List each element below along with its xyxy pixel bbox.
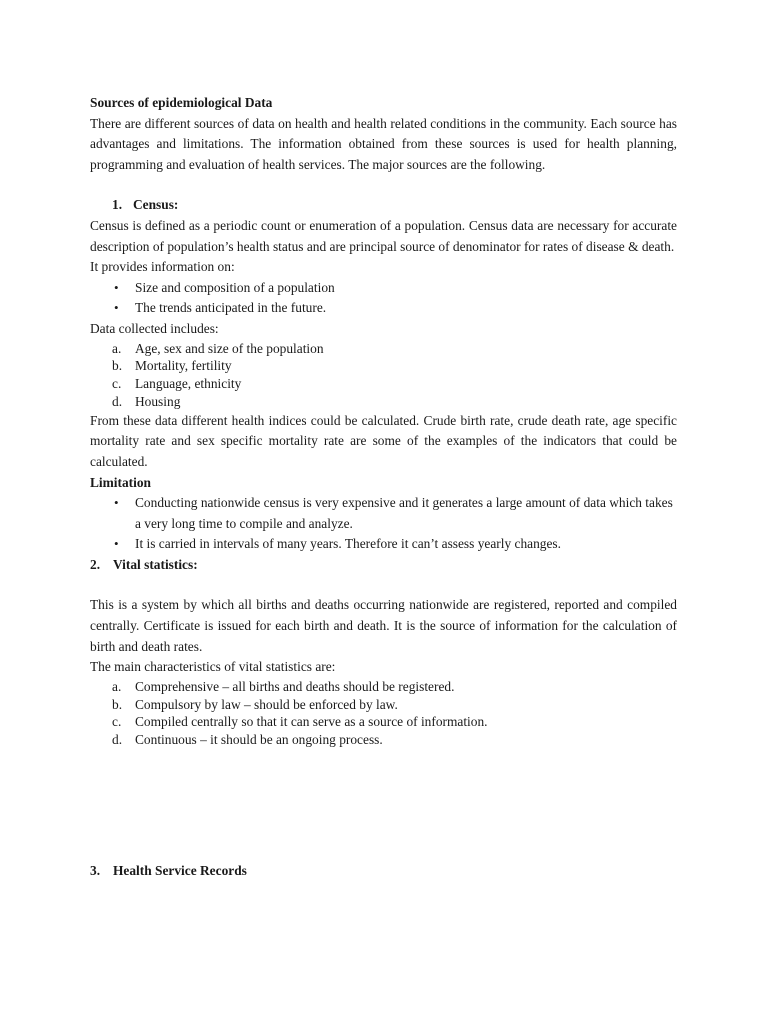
census-provides-intro: It provides information on:: [90, 259, 235, 275]
list-marker: a.: [112, 340, 122, 356]
census-indices-paragraph: From these data different health indices could be calculated. Crude birth rate, crude death rate, age specific mortality rate and sex specific mortality rate are some of the examples of the indicators that could be calculated.: [90, 412, 677, 469]
intro-paragraph: There are different sources of data on health and health related conditions in the community. Each source has advantages and limitations. The information obtained from these sources is used for health planning, programming and evaluation of health services. The major sources are the following.: [90, 115, 677, 172]
list-item: [90, 713, 677, 731]
census-provides-list: [90, 278, 677, 319]
list-marker: b.: [112, 696, 123, 712]
list-item: [90, 393, 677, 411]
vital-definition: This is a system by which all births and deaths occurring nationwide are registered, reported and compiled centrally. Certificate is issued for each birth and death. It is the source of information for the calculation of birth and death rates.: [90, 597, 677, 654]
census-collected-intro: Data collected includes:: [90, 320, 219, 336]
list-item-text: Mortality, fertility: [135, 358, 232, 374]
list-item-text: Compulsory by law – should be enforced by law.: [135, 696, 398, 712]
list-item-text: Compiled centrally so that it can serve as a source of information.: [135, 714, 488, 730]
list-marker: c.: [112, 714, 122, 730]
list-item: [90, 340, 677, 358]
list-item: [90, 357, 677, 375]
list-item: [90, 731, 677, 749]
health-service-records-heading: [90, 861, 677, 882]
list-item-text: Housing: [135, 393, 181, 409]
list-marker: c.: [112, 376, 122, 392]
list-marker: a.: [112, 678, 122, 694]
vital-statistics-heading: [90, 555, 677, 576]
census-heading-text: Census:: [133, 197, 179, 213]
list-item: [90, 678, 677, 696]
list-item: • Conducting nationwide census is very expensive and it generates a large amount of data which takes a very long time to compile and analyze.: [90, 493, 677, 534]
list-item-text: Continuous – it should be an ongoing process.: [135, 732, 383, 748]
vital-characteristics-intro: The main characteristics of vital statistics are:: [90, 659, 336, 675]
list-item: • It is carried in intervals of many years. Therefore it can’t assess yearly changes.: [90, 534, 677, 555]
list-item: • The trends anticipated in the future.: [90, 298, 677, 319]
limitation-list: [90, 493, 677, 555]
document-page: [90, 93, 677, 882]
list-item: [90, 375, 677, 393]
list-marker: b.: [112, 358, 123, 374]
list-marker: d.: [112, 732, 123, 748]
limitation-heading: Limitation: [90, 474, 152, 490]
census-collected-list: [90, 340, 677, 411]
list-item: • Size and composition of a population: [90, 278, 677, 299]
health-records-heading-number: 3.: [90, 863, 101, 879]
list-item-text: Language, ethnicity: [135, 376, 242, 392]
health-records-heading-text: Health Service Records: [113, 863, 247, 879]
list-item-text: Comprehensive – all births and deaths should be registered.: [135, 678, 455, 694]
list-marker: d.: [112, 393, 123, 409]
list-item-text: Age, sex and size of the population: [135, 340, 324, 356]
vital-characteristics-list: [90, 678, 677, 749]
document-title: Sources of epidemiological Data: [90, 95, 273, 110]
census-definition: Census is defined as a periodic count or enumeration of a population. Census data are necessary for accurate description of population’s health status and are principal source of denominator for rates of disease & death.: [90, 217, 677, 254]
census-heading-number: 1.: [112, 197, 123, 213]
census-heading: [90, 195, 677, 216]
vital-heading-text: Vital statistics:: [113, 556, 198, 572]
vital-heading-number: 2.: [90, 556, 101, 572]
list-item: [90, 696, 677, 714]
